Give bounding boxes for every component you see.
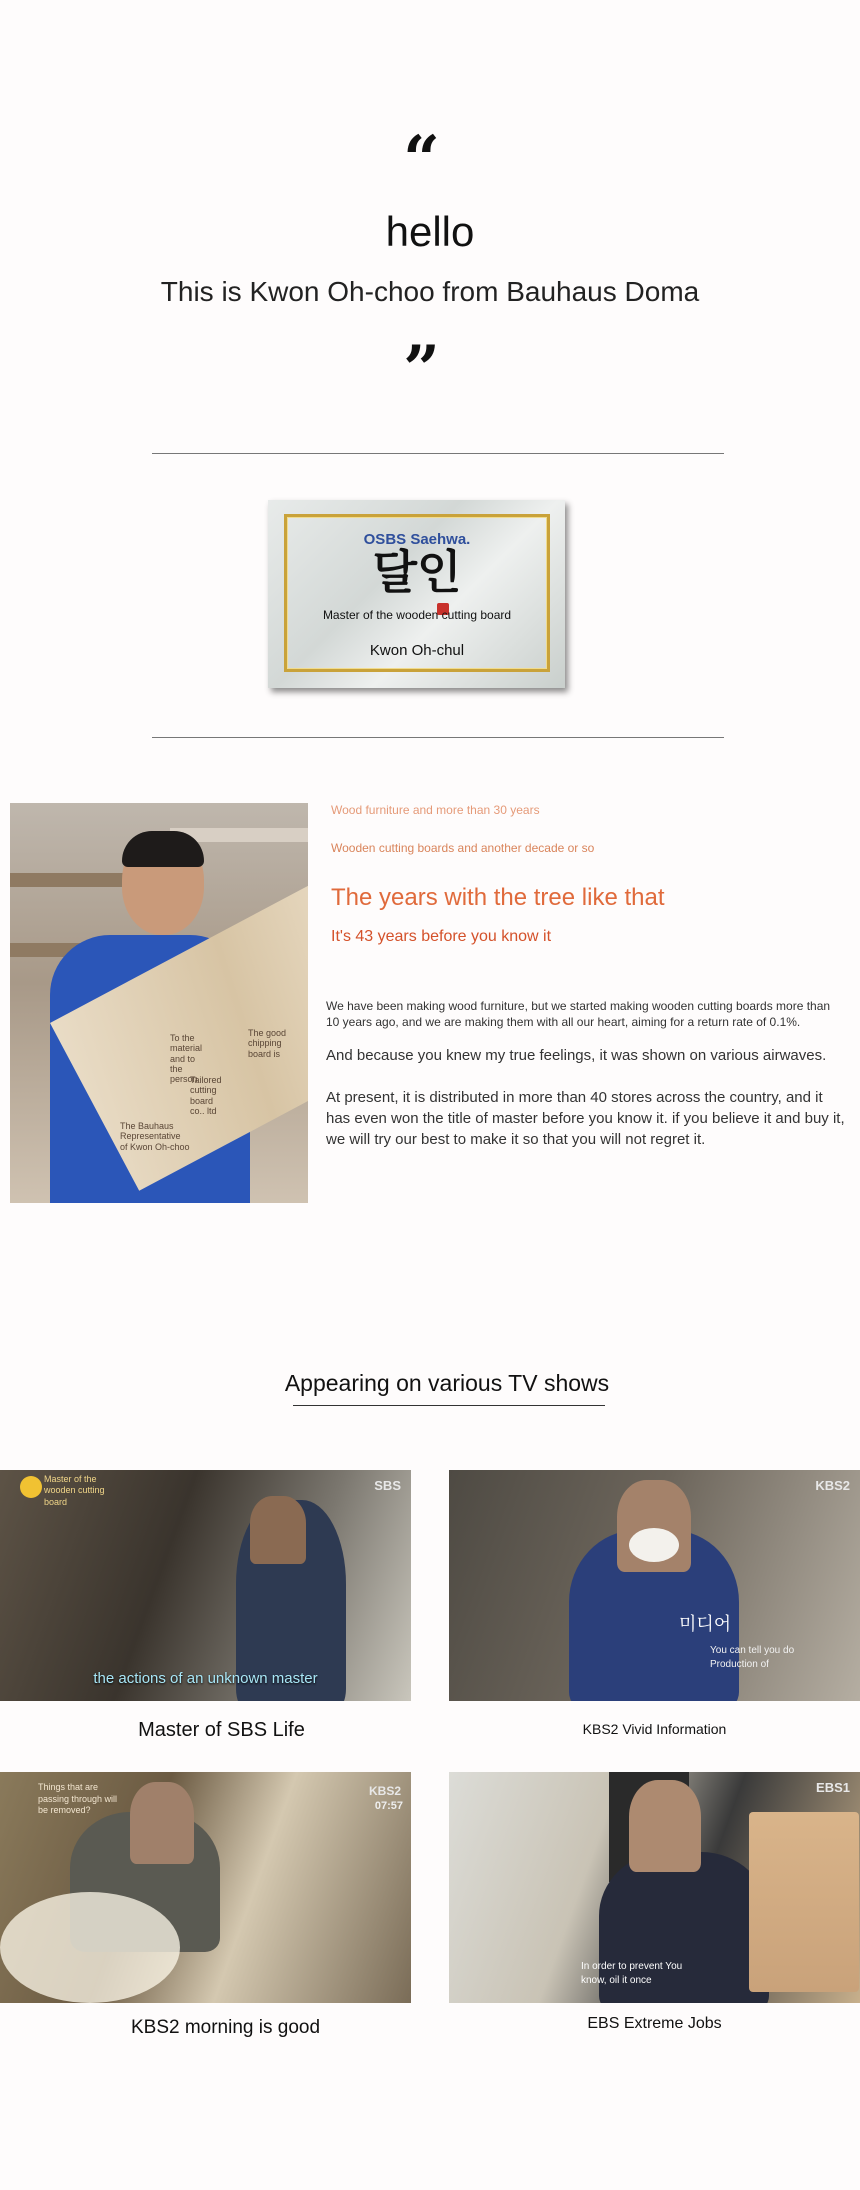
board-engraving: To the material and to the person: [170, 1033, 203, 1085]
tv-show-label: EBS Extreme Jobs: [587, 2015, 722, 2032]
broadcast-time: 07:57: [374, 1800, 403, 1812]
plaque-gold-frame: [284, 514, 550, 672]
story-kicker-years: Wood furniture and more than 30 years: [331, 803, 540, 817]
craftsman-photo: [10, 803, 308, 1203]
thumbnail-person-head: [130, 1782, 194, 1864]
story-paragraph: At present, it is distributed in more than 40 stores across the country, and it has even won the title of master before you know it. if you believe it and buy it, we will try our best to make it so that you will not regret it.: [326, 1089, 845, 1148]
channel-badge: KBS2: [368, 1784, 401, 1798]
divider-top: [152, 453, 724, 454]
story-paragraph: And because you knew my true feelings, it was shown on various airwaves.: [326, 1047, 827, 1064]
tv-show-label: KBS2 morning is good: [130, 2017, 321, 2038]
channel-badge: SBS: [374, 1478, 401, 1493]
thumbnail-subtitle: You can tell you do Production of: [710, 1645, 795, 1670]
tv-section-heading: Appearing on various TV shows: [284, 1370, 610, 1396]
thumbnail-person-head: [629, 1780, 701, 1872]
greeting-heading: hello: [385, 208, 475, 255]
show-logo-icon: [20, 1476, 42, 1498]
thumbnail-subtitle-large: 미디어: [679, 1614, 732, 1634]
plaque-title: Master of the wooden cutting board: [322, 608, 512, 622]
tv-heading-underline: [293, 1405, 605, 1406]
tv-thumbnail-kbs2-morning: [0, 1772, 411, 2003]
thumbnail-subtitle: Things that are passing through will be removed?: [38, 1782, 118, 1816]
story-paragraph: We have been making wood furniture, but we started making wooden cutting boards more than 10 years ago, and we are making them with all our heart, aiming for a return rate of 0.1%.: [326, 999, 831, 1030]
tv-thumbnail-kbs2-vivid: [449, 1470, 860, 1701]
photo-person-hair: [122, 831, 204, 867]
board-engraving: The good chipping board is: [248, 1028, 287, 1059]
thumbnail-subtitle: In order to prevent You know, oil it once: [581, 1961, 683, 1986]
story-subheadline: It's 43 years before you know it: [331, 928, 552, 945]
tv-thumbnail-sbs-life: [0, 1470, 411, 1701]
closing-quote-mark: ”: [403, 332, 440, 407]
board-engraving: The Bauhaus Representative of Kwon Oh-choo: [120, 1121, 190, 1152]
channel-badge: KBS2: [815, 1478, 850, 1493]
board-engraving: Tailored cutting board co.. ltd: [190, 1075, 222, 1117]
plaque-name: Kwon Oh-chul: [369, 642, 465, 659]
plaque-master-logo: 달인: [372, 545, 462, 599]
opening-quote-mark: “: [403, 122, 440, 197]
thumbnail-shelf-boards: [749, 1812, 859, 1992]
story-kicker-boards: Wooden cutting boards and another decade or so: [331, 841, 595, 855]
intro-line: This is Kwon Oh-choo from Bauhaus Doma: [160, 276, 700, 307]
thumbnail-dust-mask: [629, 1528, 679, 1562]
divider-bottom: [152, 737, 724, 738]
thumbnail-subtitle: the actions of an unknown master: [93, 1670, 318, 1687]
photo-shelf: [10, 873, 140, 887]
thumbnail-corner-title: Master of the wooden cutting board: [44, 1474, 105, 1507]
thumbnail-glare: [0, 1892, 180, 2003]
thumbnail-person-head: [250, 1496, 306, 1564]
tv-thumbnail-ebs-extreme-jobs: [449, 1772, 860, 2003]
tv-show-label: Master of SBS Life: [138, 1719, 305, 1741]
channel-badge: EBS1: [816, 1780, 850, 1795]
tv-show-label: KBS2 Vivid Information: [582, 1721, 727, 1737]
master-plaque-image: [268, 500, 565, 688]
plaque-broadcaster: OSBS Saehwa.: [363, 531, 471, 548]
story-headline: The years with the tree like that: [331, 884, 665, 911]
